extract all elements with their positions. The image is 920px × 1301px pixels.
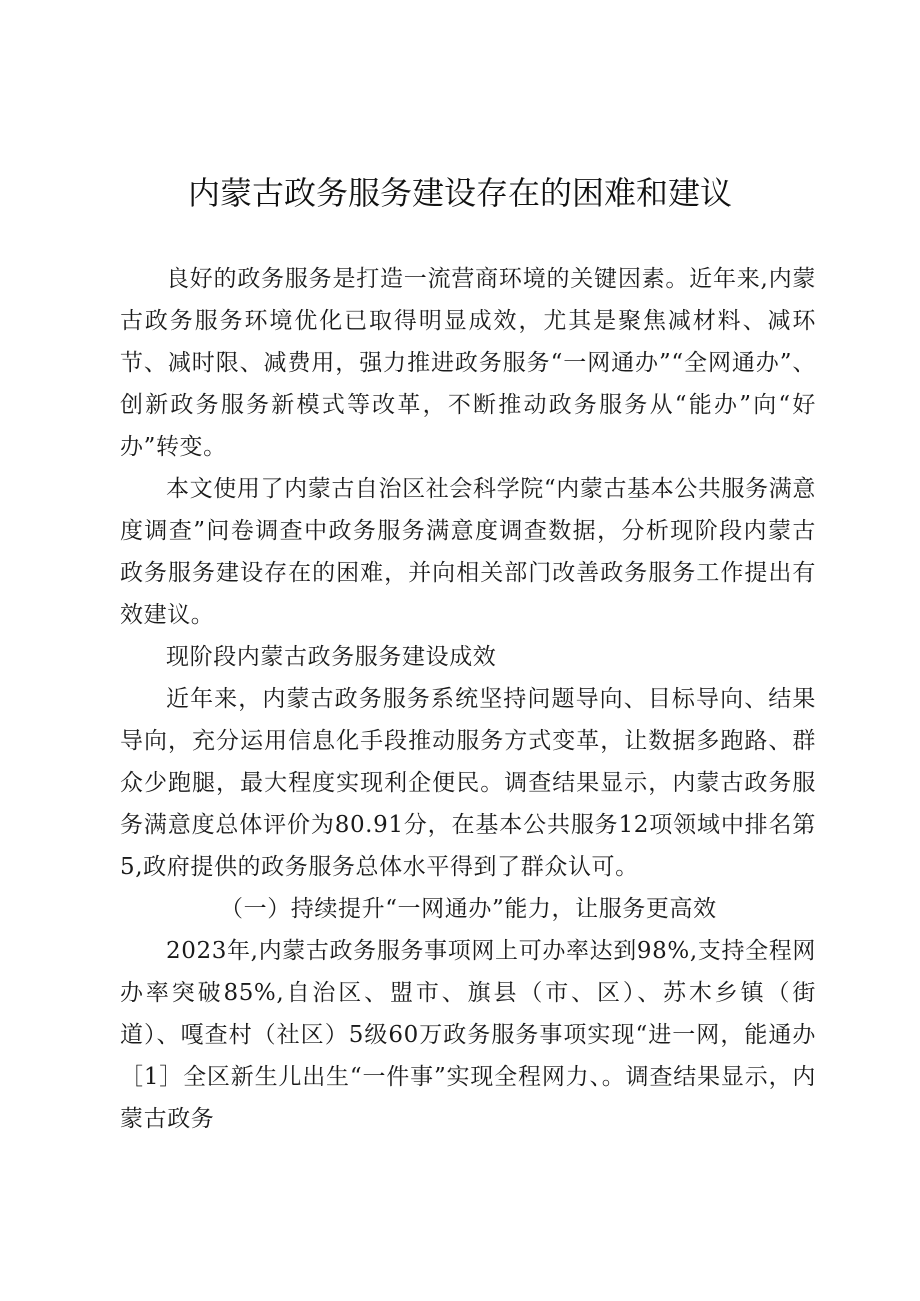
statistics-paragraph: 2023年,内蒙古政务服务事项网上可办率达到98%,支持全程网办率突破85%,自治区、盟市、旗县（市、区）、苏木乡镇（街道）、嘎查村（社区）5级60万政务服务事项实现“进一网，能通办［1］全区新生儿出生“一件事”实现全程网力、。调查结果显示，内蒙古政务 xyxy=(120,938,816,1132)
method-paragraph: 本文使用了内蒙古自治区社会科学院“内蒙古基本公共服务满意度调查”问卷调查中政务服务满意度调查数据，分析现阶段内蒙古政务服务建设存在的困难，并向相关部门改善政务服务工作提出有效建议。 xyxy=(120,476,816,628)
achievement-paragraph: 近年来，内蒙古政务服务系统坚持问题导向、目标导向、结果导向，充分运用信息化手段推动服务方式变革，让数据多跑路、群众少跑腿，最大程度实现利企便民。调查结果显示，内蒙古政务服务满意度总体评价为80.91分，在基本公共服务12项领域中排名第5,政府提供的政务服务总体水平得到了群众认可。 xyxy=(120,686,816,880)
section-heading: 现阶段内蒙古政务服务建设成效 xyxy=(166,644,497,670)
intro-paragraph: 良好的政务服务是打造一流营商环境的关键因素。近年来,内蒙古政务服务环境优化已取得明显成效，尤其是聚焦减材料、减环节、减时限、减费用，强力推进政务服务“一网通办”“全网通办”、创新政务服务新模式等改革，不断推动政务服务从“能办”向“好办”转变。 xyxy=(120,266,816,460)
document-title: 内蒙古政务服务建设存在的困难和建议 xyxy=(187,174,732,212)
document-body xyxy=(120,258,816,1140)
subsection-heading: （一）持续提升“一网通办”能力，让服务更高效 xyxy=(220,896,717,922)
